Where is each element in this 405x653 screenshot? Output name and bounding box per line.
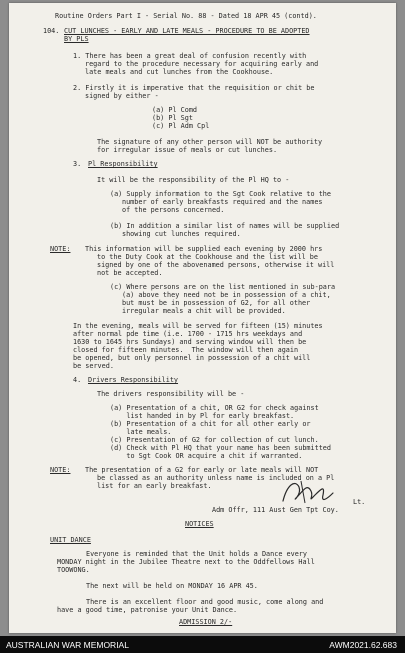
note-1-line-3: signed by one of the abovenamed persons, otherwise it will (97, 261, 335, 269)
para-2-line-2: signed by either - (85, 92, 159, 100)
driver-item-1: (a) Presentation of a chit, OR G2 for check against (110, 404, 319, 412)
note-1-line-4: not be accepted. (97, 269, 163, 277)
signature-block: Adm Offr, 111 Aust Gen Tpt Coy. (212, 506, 339, 514)
para-4-number: 4. (73, 376, 82, 384)
driver-item-5: (c) Presentation of G2 for collection of cut lunch. (110, 436, 319, 444)
dance-line-1: Everyone is reminded that the Unit holds a Dance every (86, 550, 307, 558)
next-dance-line: The next will be held on MONDAY 16 APR 45. (86, 582, 258, 590)
para-3b-line-2: showing cut lunches required. (122, 230, 241, 238)
note-2-line-2: be classed as an authority unless name is included on a Pl (97, 474, 335, 482)
signer-a: (a) Pl Comd (152, 106, 198, 114)
driver-item-6: (d) Check with Pl HQ that your name has been submitted (110, 444, 331, 452)
para-3-number: 3. (73, 160, 82, 168)
para-4-heading: Drivers Responsibility (88, 376, 179, 384)
note-1c-line-3: but must be in possession of G2, for all other (122, 299, 311, 307)
signatory-rank: Lt. (353, 498, 366, 506)
para-3-intro: It will be the responsibility of the Pl HQ to - (97, 176, 290, 184)
para-3a-line-3: of the persons concerned. (122, 206, 225, 214)
note-2-line-3: list for an early breakfast. (97, 482, 212, 490)
signer-c: (c) Pl Adm Cpl (152, 122, 210, 130)
para-3-heading: Pl Responsibility (88, 160, 158, 168)
note-1c-line-4: irregular meals a chit will be provided. (122, 307, 286, 315)
evening-line-6: be served. (73, 362, 114, 370)
evening-line-5: be opened, but only personnel in possession of a chit will (73, 354, 311, 362)
para-4-intro: The drivers responsibility will be - (97, 390, 245, 398)
note-1-label: NOTE: (50, 245, 71, 253)
note-2-line-1: The presentation of a G2 for early or late meals will NOT (85, 466, 319, 474)
section-number: 104. (43, 27, 60, 35)
notices-heading: NOTICES (185, 520, 214, 528)
dance-line-2: MONDAY night in the Jubilee Theatre next to the Oddfellows Hall (57, 558, 315, 566)
driver-item-4: late meals. (110, 428, 172, 436)
evening-line-2: after normal pde time (i.e. 1700 - 1715 hrs weekdays and (73, 330, 303, 338)
note-1c-line-2: (a) above they need not be in possession of a chit, (122, 291, 331, 299)
driver-item-3: (b) Presentation of a chit for all other early or (110, 420, 311, 428)
unit-dance-heading: UNIT DANCE (50, 536, 91, 544)
note-1-line-1: This information will be supplied each evening by 2000 hrs (85, 245, 323, 253)
note-2-label: NOTE: (50, 466, 71, 474)
floor-line-1: There is an excellent floor and good music, come along and (86, 598, 324, 606)
para-2-after-line-1: The signature of any other person will NOT be authority (97, 138, 323, 146)
admission-line: ADMISSION 2/- (179, 618, 233, 626)
footer-accession-number: AWM2021.62.683 (329, 640, 397, 650)
evening-line-3: 1630 to 1645 hrs Sundays) and serving window will then be (73, 338, 307, 346)
driver-item-7: to Sgt Cook OR acquire a chit if warranted. (110, 452, 303, 460)
signer-b: (b) Pl Sgt (152, 114, 193, 122)
para-3a-line-2: number of early breakfasts required and the names (122, 198, 323, 206)
dance-line-3: TOOWONG. (57, 566, 90, 574)
header-line: Routine Orders Part I - Serial No. 88 - Dated 18 APR 45 (contd). (55, 12, 317, 20)
note-1c-line-1: (c) Where persons are on the list mentioned in sub-para (110, 283, 336, 291)
para-3a-line-1: (a) Supply information to the Sgt Cook relative to the (110, 190, 331, 198)
para-1-line-1: 1. There has been a great deal of confusion recently with (73, 52, 307, 60)
footer-institution: AUSTRALIAN WAR MEMORIAL (6, 640, 129, 650)
para-2-line-1: 2. Firstly it is imperative that the requisition or chit be (73, 84, 315, 92)
evening-line-1: In the evening, meals will be served for fifteen (15) minutes (73, 322, 323, 330)
driver-item-2: list handed in by Pl for early breakfast. (110, 412, 295, 420)
floor-line-2: have a good time, patronise your Unit Dance. (57, 606, 238, 614)
note-1-line-2: to the Duty Cook at the Cookhouse and the list will be (97, 253, 318, 261)
archive-footer (0, 636, 405, 653)
para-1-line-3: late meals and cut lunches from the Cookhouse. (85, 68, 274, 76)
document-page (9, 3, 396, 633)
para-2-after-line-2: for irregular issue of meals or cut lunches. (97, 146, 278, 154)
para-1-line-2: regard to the procedure necessary for acquiring early and (85, 60, 319, 68)
section-title-line-2: BY PLS (64, 35, 89, 43)
para-3b-line-1: (b) In addition a similar list of names will be supplied (110, 222, 340, 230)
evening-line-4: closed for fifteen minutes. The window will then again (73, 346, 299, 354)
section-title-line-1: CUT LUNCHES - EARLY AND LATE MEALS - PROCEDURE TO BE ADOPTED (64, 27, 310, 35)
